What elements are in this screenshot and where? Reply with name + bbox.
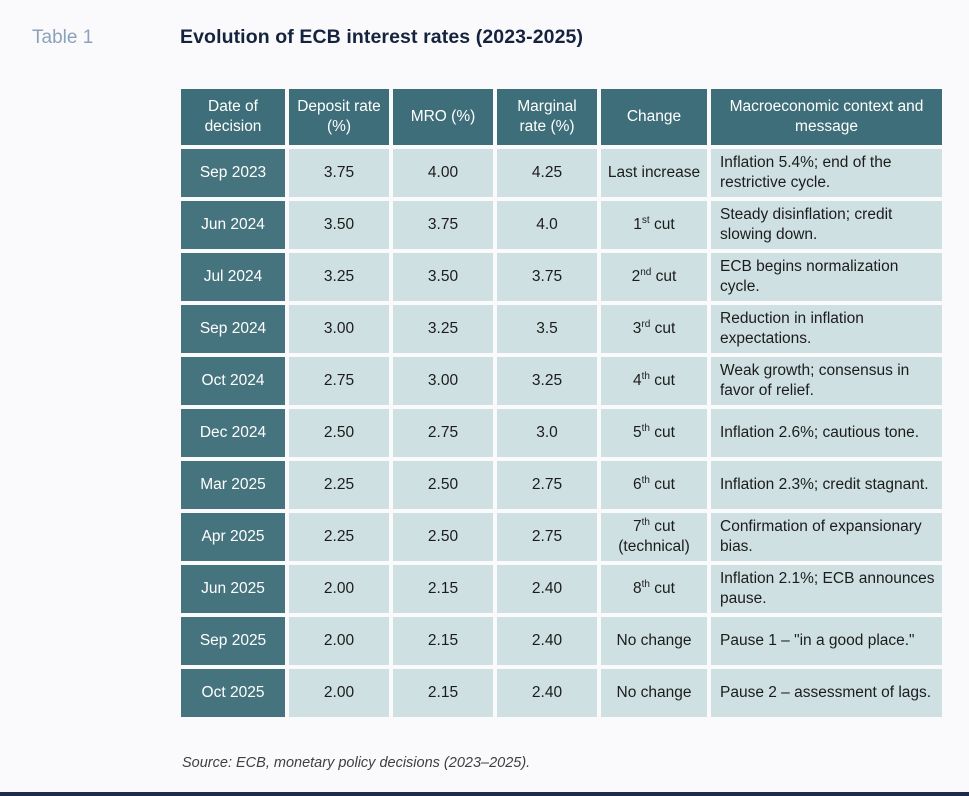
change-cell [601, 669, 707, 717]
marginal-rate-cell: 2.75 [497, 461, 597, 509]
change-text: 3 [632, 319, 642, 337]
table-row [181, 357, 942, 405]
change-rest: cut [649, 215, 675, 233]
change-text: No change [616, 683, 692, 701]
col-header-mro: MRO (%) [393, 89, 493, 145]
change-ordinal-suffix: th [641, 474, 650, 486]
mro-cell: 2.75 [393, 409, 493, 457]
context-cell: Steady disinflation; credit slowing down. [711, 201, 942, 249]
change-text: 1 [633, 215, 642, 233]
date-cell: Oct 2025 [181, 669, 285, 717]
change-ordinal-suffix: rd [641, 318, 651, 330]
date-cell: Jun 2024 [181, 201, 285, 249]
table-row [181, 513, 942, 561]
date-cell: Apr 2025 [181, 513, 285, 561]
change-cell [601, 253, 707, 301]
table-row [181, 201, 942, 249]
date-cell: Jul 2024 [181, 253, 285, 301]
table-row [181, 617, 942, 665]
context-cell: Reduction in inflation expectations. [711, 305, 942, 353]
change-rest: cut [649, 475, 675, 493]
date-cell: Sep 2023 [181, 149, 285, 197]
change-text: Last increase [607, 163, 701, 181]
change-cell [601, 461, 707, 509]
deposit-rate-cell: 3.75 [289, 149, 389, 197]
table-label: Table 1 [32, 27, 94, 48]
change-ordinal-suffix: st [641, 214, 650, 226]
change-ordinal-suffix: th [641, 578, 650, 590]
context-cell: Inflation 2.1%; ECB announces pause. [711, 565, 942, 613]
change-rest: cut [649, 423, 675, 441]
mro-cell: 2.15 [393, 617, 493, 665]
deposit-rate-cell: 3.50 [289, 201, 389, 249]
date-cell: Sep 2024 [181, 305, 285, 353]
table-row [181, 149, 942, 197]
deposit-rate-cell: 2.25 [289, 461, 389, 509]
marginal-rate-cell: 3.0 [497, 409, 597, 457]
mro-cell: 3.75 [393, 201, 493, 249]
context-cell: Weak growth; consensus in favor of relief. [711, 357, 942, 405]
marginal-rate-cell: 3.75 [497, 253, 597, 301]
mro-cell: 3.25 [393, 305, 493, 353]
mro-cell: 4.00 [393, 149, 493, 197]
change-text: No change [616, 631, 692, 649]
deposit-rate-cell: 2.50 [289, 409, 389, 457]
mro-cell: 2.15 [393, 669, 493, 717]
date-cell: Sep 2025 [181, 617, 285, 665]
col-header-marginal-rate: Marginal rate (%) [497, 89, 597, 145]
source-note: Source: ECB, monetary policy decisions (2023–2025). [182, 755, 531, 771]
marginal-rate-cell: 2.40 [497, 669, 597, 717]
deposit-rate-cell: 3.00 [289, 305, 389, 353]
change-cell [601, 409, 707, 457]
context-cell: Inflation 2.3%; credit stagnant. [711, 461, 942, 509]
change-cell [601, 357, 707, 405]
context-cell: Inflation 2.6%; cautious tone. [711, 409, 942, 457]
date-cell: Jun 2025 [181, 565, 285, 613]
change-rest: cut [649, 371, 675, 389]
table-row [181, 305, 942, 353]
deposit-rate-cell: 2.00 [289, 565, 389, 613]
mro-cell: 2.50 [393, 461, 493, 509]
deposit-rate-cell: 2.25 [289, 513, 389, 561]
change-text: 5 [633, 423, 642, 441]
date-cell: Dec 2024 [181, 409, 285, 457]
table-row [181, 461, 942, 509]
change-text: 2 [631, 267, 641, 285]
mro-cell: 2.15 [393, 565, 493, 613]
change-ordinal-suffix: th [641, 516, 650, 528]
change-rest: cut [651, 267, 677, 285]
table-body [181, 149, 942, 717]
col-header-change: Change [601, 89, 707, 145]
ecb-rates-table [177, 85, 946, 721]
deposit-rate-cell: 2.00 [289, 617, 389, 665]
mro-cell: 3.00 [393, 357, 493, 405]
deposit-rate-cell: 2.75 [289, 357, 389, 405]
change-ordinal-suffix: th [641, 370, 650, 382]
deposit-rate-cell: 3.25 [289, 253, 389, 301]
mro-cell: 2.50 [393, 513, 493, 561]
bottom-rule [0, 792, 969, 796]
marginal-rate-cell: 2.40 [497, 617, 597, 665]
marginal-rate-cell: 3.5 [497, 305, 597, 353]
table-row [181, 253, 942, 301]
context-cell: Inflation 5.4%; end of the restrictive cycle. [711, 149, 942, 197]
deposit-rate-cell: 2.00 [289, 669, 389, 717]
change-text: 7 [633, 517, 642, 535]
change-ordinal-suffix: th [641, 422, 650, 434]
context-cell: ECB begins normalization cycle. [711, 253, 942, 301]
col-header-context: Macroeconomic context and message [711, 89, 942, 145]
change-cell [601, 149, 707, 197]
table-row [181, 565, 942, 613]
change-rest: cut (technical) [618, 517, 690, 555]
marginal-rate-cell: 4.0 [497, 201, 597, 249]
change-text: 4 [633, 371, 642, 389]
marginal-rate-cell: 4.25 [497, 149, 597, 197]
table-row [181, 669, 942, 717]
col-header-date: Date of decision [181, 89, 285, 145]
mro-cell: 3.50 [393, 253, 493, 301]
change-text: 8 [633, 579, 642, 597]
context-cell: Confirmation of expansionary bias. [711, 513, 942, 561]
context-cell: Pause 1 – "in a good place." [711, 617, 942, 665]
marginal-rate-cell: 2.40 [497, 565, 597, 613]
context-cell: Pause 2 – assessment of lags. [711, 669, 942, 717]
change-ordinal-suffix: nd [640, 266, 652, 278]
change-rest: cut [649, 579, 675, 597]
change-cell [601, 617, 707, 665]
col-header-deposit-rate: Deposit rate (%) [289, 89, 389, 145]
change-text: 6 [633, 475, 642, 493]
change-cell [601, 201, 707, 249]
change-cell [601, 565, 707, 613]
date-cell: Oct 2024 [181, 357, 285, 405]
table-header [181, 89, 942, 145]
marginal-rate-cell: 2.75 [497, 513, 597, 561]
marginal-rate-cell: 3.25 [497, 357, 597, 405]
date-cell: Mar 2025 [181, 461, 285, 509]
header-row [181, 89, 942, 145]
change-rest: cut [650, 319, 676, 337]
change-cell [601, 513, 707, 561]
change-cell [601, 305, 707, 353]
title-row [0, 0, 969, 49]
page-title: Evolution of ECB interest rates (2023-2025) [180, 26, 584, 48]
table-row [181, 409, 942, 457]
